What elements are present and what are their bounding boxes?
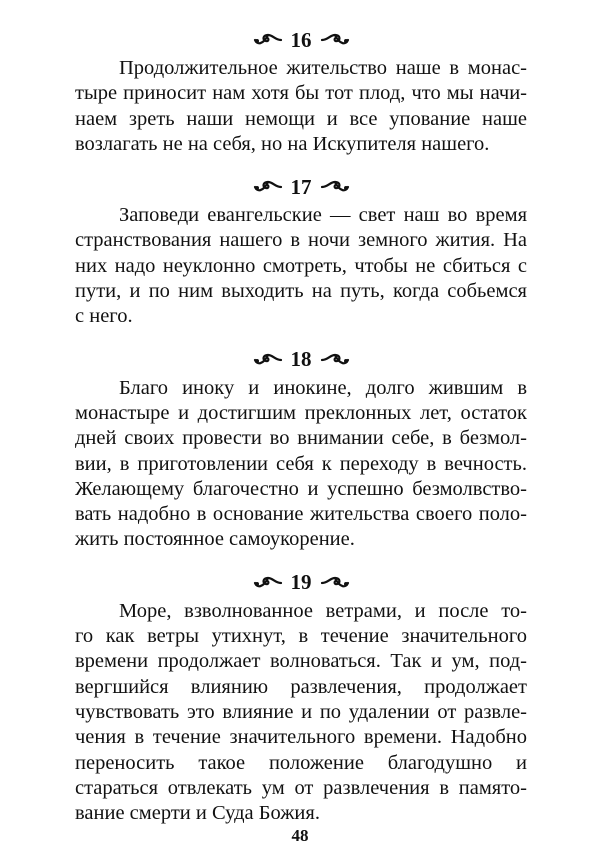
section-heading-19 bbox=[75, 567, 527, 599]
text-line: чувствовать это влияние и по удалении от развле- bbox=[75, 700, 527, 723]
text-line: вергшийся влиянию развлечения, продолжает bbox=[75, 675, 527, 698]
section-heading-18 bbox=[75, 344, 527, 376]
section-number: 18 bbox=[290, 347, 312, 372]
text-line: вание смерти и Суда Божия. bbox=[75, 802, 320, 825]
text-line: них надо неуклонно смотреть, чтобы не сбиться с bbox=[75, 254, 527, 277]
right-ornament-icon bbox=[320, 575, 350, 591]
paragraph-17 bbox=[75, 203, 527, 329]
text-line: тыре приносит нам хотя бы тот плод, что мы начи- bbox=[75, 82, 527, 105]
text-line: пути, и по ним выходить на путь, когда собьемся bbox=[75, 280, 527, 303]
text-line: монастыре и достигшим преклонных лет, остаток bbox=[75, 401, 527, 424]
text-line: времени продолжает волноваться. Так и ум, под- bbox=[75, 650, 527, 673]
section-number: 16 bbox=[290, 27, 312, 52]
text-line: переносить такое положение благодушно и bbox=[75, 751, 527, 774]
left-ornament-icon bbox=[253, 352, 283, 368]
left-ornament-icon bbox=[253, 575, 283, 591]
text-line: странствования нашего в ночи земного жития. На bbox=[75, 229, 527, 252]
right-ornament-icon bbox=[320, 179, 350, 195]
paragraph-16 bbox=[75, 56, 527, 157]
section-heading-17 bbox=[75, 171, 527, 203]
section-heading-16 bbox=[75, 24, 527, 56]
paragraph-19 bbox=[75, 599, 527, 827]
text-line: стараться отвлекать ум от развлечения в памято- bbox=[75, 776, 527, 799]
text-line: чения в течение значительного времени. Надобно bbox=[75, 726, 527, 749]
text-line: дней своих провести во внимании себе, в безмол- bbox=[75, 427, 527, 450]
text-line: вать надобно в основание жительства своего поло- bbox=[75, 503, 527, 526]
text-line: Желающему благочестно и успешно безмолвство- bbox=[75, 477, 527, 500]
text-line: го как ветры утихнут, в течение значительного bbox=[75, 625, 527, 648]
text-line: вии, в приготовлении себя к переходу в вечность. bbox=[75, 452, 527, 475]
text-line: жить постоянное самоукорение. bbox=[75, 528, 355, 551]
page-number: 48 bbox=[291, 826, 309, 845]
text-line: с него. bbox=[75, 305, 133, 328]
paragraph-18 bbox=[75, 376, 527, 553]
section-number: 17 bbox=[290, 174, 312, 199]
text-line: Продолжительное жительство наше в монас- bbox=[119, 57, 527, 79]
text-line: возлагать не на себя, но на Искупителя нашего. bbox=[75, 132, 490, 155]
page-body bbox=[75, 24, 527, 826]
text-line: Море, взволнованное ветрами, и после то- bbox=[119, 599, 527, 622]
right-ornament-icon bbox=[320, 352, 350, 368]
left-ornament-icon bbox=[253, 179, 283, 195]
text-line: наем зреть наши немощи и все упование наше bbox=[75, 107, 527, 130]
text-line: Заповеди евангельские — свет наш во время bbox=[119, 204, 527, 227]
left-ornament-icon bbox=[253, 32, 283, 48]
section-number: 19 bbox=[290, 570, 312, 595]
text-line: Благо иноку и инокине, долго жившим в bbox=[119, 376, 527, 399]
right-ornament-icon bbox=[320, 32, 350, 48]
